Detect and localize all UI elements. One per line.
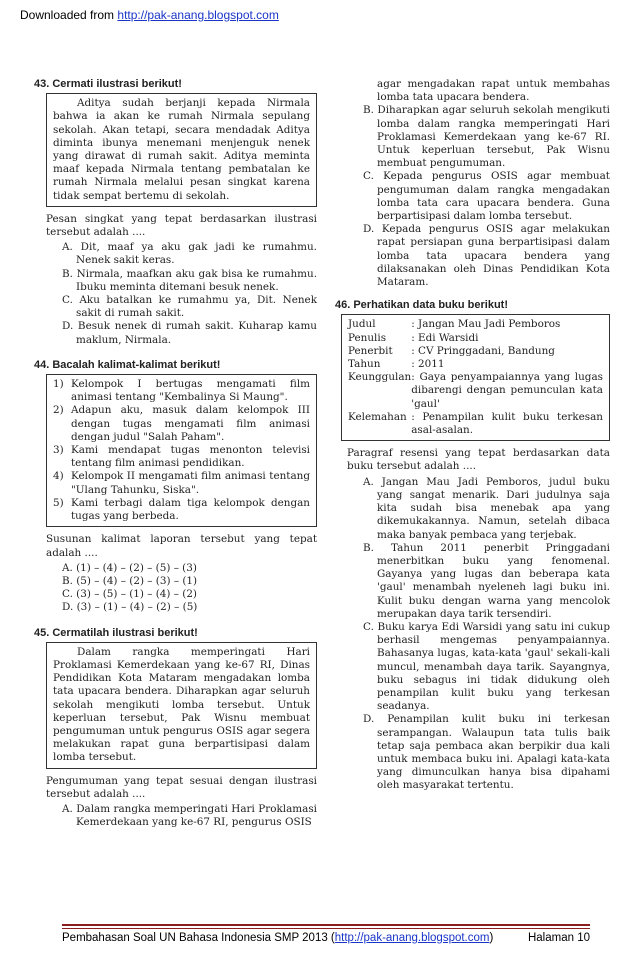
q46-option-c: C. Buku karya Edi Warsidi yang satu ini cukup berhasil mengemas penyampaiannya. Bahasanya lugas, kata-kata 'gaul' sekali-kali muncul, menambah daya tarik. Sayangnya, buku sebagus ini tidak didukung oleh penampilan kulit buku yang terkesan seadanya. (363, 620, 610, 713)
q46-book-data-box (341, 314, 610, 441)
q44-option-a: A. (1) – (4) – (2) – (5) – (3) (62, 561, 197, 574)
book-val-judul: : Jangan Mau Jadi Pemboros (411, 318, 561, 331)
page-header (20, 8, 279, 22)
q45-passage: Dalam rangka memperingati Hari Proklamasi Kemerdekaan yang ke-67 RI, Dinas Pendidikan Kota Mataram mengadakan lomba tata upacara bendera. Diharapkan agar seluruh sekolah mengikuti lomba tersebut. Untuk keperluan tersebut, Pak Wisnu membuat pengumuman untuk pengurus OSIS agar segera melakukan rapat guna berpartisipasi dalam lomba tersebut. (53, 645, 310, 764)
q44-item-3 (53, 444, 310, 470)
q44-item-3-number: 3) (53, 444, 64, 457)
footer-rule-thin (62, 928, 590, 929)
q45-title: 45. Cermatilah ilustrasi berikut! (34, 626, 198, 639)
book-val-penerbit: : CV Pringgadani, Bandung (411, 344, 555, 357)
table-row (348, 345, 603, 358)
left-column (34, 78, 317, 829)
q46-option-a: A. Jangan Mau Jadi Pemboros, judul buku yang sangat menarik. Dari judulnya saja kita sudah bisa menebak apa yang dikemukakannya. Namun, setelah dibaca maka banyak pembaca yang terjebak. (363, 475, 610, 541)
q44-item-5-text: Kami terbagi dalam tiga kelompok dengan tugas yang berbeda. (71, 496, 310, 523)
q45-stem: Pengumuman yang tepat sesuai dengan ilustrasi tersebut adalah .... (46, 774, 317, 800)
book-key-keunggulan: Keunggulan (348, 371, 412, 384)
q44-item-2 (53, 404, 310, 444)
right-column (335, 78, 610, 793)
q44-item-4-number: 4) (53, 470, 64, 483)
q45-passage-box (46, 642, 317, 769)
q44-sentences-box (46, 374, 317, 527)
q46-book-table (348, 318, 603, 437)
header-prefix: Downloaded from (20, 8, 118, 22)
q44-item-4-text: Kelompok II mengamati film animasi tentang "Ulang Tahunku, Siska". (71, 470, 310, 496)
q44-item-5 (53, 497, 310, 523)
book-val-keunggulan: : Gaya penyampaiannya yang lugas dibarengi dengan pemunculan kata 'gaul' (411, 371, 603, 410)
q44-item-2-number: 2) (53, 404, 64, 417)
q43-stem: Pesan singkat yang tepat berdasarkan ilustrasi tersebut adalah .... (46, 212, 317, 239)
book-val-tahun: : 2011 (411, 358, 445, 371)
book-key-kelemahan: Kelemahan (348, 410, 407, 423)
q45-option-c: C. Kepada pengurus OSIS agar membuat pengumuman dalam rangka mengadakan lomba tata cara upacara bendera. Guna berpartisipasi dalam lomba tersebut. (363, 170, 610, 223)
q43-option-b: B. Nirmala, maafkan aku gak bisa ke rumahmu. Ibuku meminta ditemani besuk nenek. (62, 267, 317, 293)
q44-option-c: C. (3) – (5) – (1) – (4) – (2) (62, 588, 197, 601)
book-val-penulis: : Edi Warsidi (411, 331, 479, 344)
q44-item-2-text: Adapun aku, masuk dalam kelompok III dengan tugas mengamati film animasi dengan judul "Salah Paham". (71, 404, 310, 443)
footer-text-after: ) (489, 932, 494, 944)
table-row (348, 371, 603, 411)
footer-link[interactable]: http://pak-anang.blogspot.com (334, 932, 490, 944)
q44-option-d: D. (3) – (1) – (4) – (2) – (5) (62, 601, 198, 614)
table-row (348, 411, 603, 437)
book-key-tahun: Tahun (348, 358, 381, 371)
q43-passage-box (46, 93, 317, 207)
q46-title: 46. Perhatikan data buku berikut! (335, 299, 508, 312)
q45-option-d: D. Kepada pengurus OSIS agar melakukan rapat persiapan guna berpartisipasi dalam lomba tata upacara bendera yang dilaksanakan oleh Dinas Pendidikan Kota Mataram. (363, 223, 610, 289)
q46-option-b: B. Tahun 2011 penerbit Pringgadani menerbitkan buku yang fenomenal. Gayanya yang lugas dan beberapa kata 'gaul' menambah nyeleneh lagi buku ini. Kulit buku dengan warna yang mencolok merupakan daya tarik tersendiri. (363, 541, 610, 620)
q46-option-d: D. Penampilan kulit buku ini terkesan serampangan. Walaupun tata tulis baik tetap saja pembaca akan berpikir dua kali untuk membaca buku ini. Apalagi kata-kata yang dimunculkan hanya bisa dipahami oleh masyarakat tertentu. (363, 713, 610, 792)
q44-item-4 (53, 470, 310, 496)
q44-item-5-number: 5) (53, 496, 64, 509)
q45-option-a-start: A. Dalam rangka memperingati Hari Proklamasi Kemerdekaan yang ke-67 RI, pengurus OSIS (62, 802, 317, 829)
table-row (348, 332, 603, 345)
page-number: Halaman 10 (527, 932, 590, 944)
book-key-penerbit: Penerbit (348, 344, 393, 357)
footer-title (62, 932, 493, 944)
q43-option-d: D. Besuk nenek di rumah sakit. Kuharap kamu maklum, Nirmala. (62, 320, 317, 346)
table-row (348, 318, 603, 331)
q43-option-a: A. Dit, maaf ya aku gak jadi ke rumahmu. Nenek sakit keras. (62, 241, 317, 267)
q44-option-b: B. (5) – (4) – (2) – (3) – (1) (62, 574, 198, 587)
q46-stem: Paragraf resensi yang tepat berdasarkan data buku tersebut adalah .... (347, 447, 610, 473)
book-val-kelemahan: : Penampilan kulit buku terkesan asal-asalan. (411, 410, 603, 437)
header-link[interactable]: http://pak-anang.blogspot.com (117, 8, 279, 22)
page-footer (62, 932, 590, 944)
q44-item-1-text: Kelompok I bertugas mengamati film animasi tentang "Kembalinya Si Maung". (71, 378, 310, 404)
q45-option-b: B. Diharapkan agar seluruh sekolah mengikuti lomba dalam rangka memperingati Hari Proklamasi Kemerdekaan yang ke-67 RI. Untuk keperluan tersebut, Pak Wisnu membuat pengumuman. (363, 104, 610, 170)
book-key-judul: Judul (348, 318, 376, 331)
q44-title: 44. Bacalah kalimat-kalimat berikut! (34, 358, 221, 371)
q45-option-a-continued: agar mengadakan rapat untuk membahas lomba tata upacara bendera. (377, 78, 610, 104)
q43-option-c: C. Aku batalkan ke rumahmu ya, Dit. Nenek sakit di rumah sakit. (62, 294, 317, 320)
book-key-penulis: Penulis (348, 331, 387, 344)
q44-item-1 (53, 378, 310, 404)
table-row (348, 358, 603, 371)
q44-stem: Susunan kalimat laporan tersebut yang tepat adalah .... (46, 533, 317, 559)
footer-text-before: Pembahasan Soal UN Bahasa Indonesia SMP 2013 ( (62, 932, 335, 944)
q44-item-3-text: Kami mendapat tugas menonton televisi tentang film animasi pendidikan. (71, 444, 310, 470)
q44-item-1-number: 1) (53, 378, 64, 391)
q43-title: 43. Cermati ilustrasi berikut! (34, 78, 182, 90)
footer-rule (62, 924, 590, 926)
q43-passage: Aditya sudah berjanji kepada Nirmala bahwa ia akan ke rumah Nirmala sepulang sekolah. Akan tetapi, secara mendadak Aditya diminta ibunya menemani menjenguk nenek yang dirawat di rumah sakit. Aditya meminta maaf kepada Nirmala tentang pembatalan ke rumah Nirmala melalui pesan singkat karena tidak sempat bertemu di sekolah. (53, 97, 310, 202)
